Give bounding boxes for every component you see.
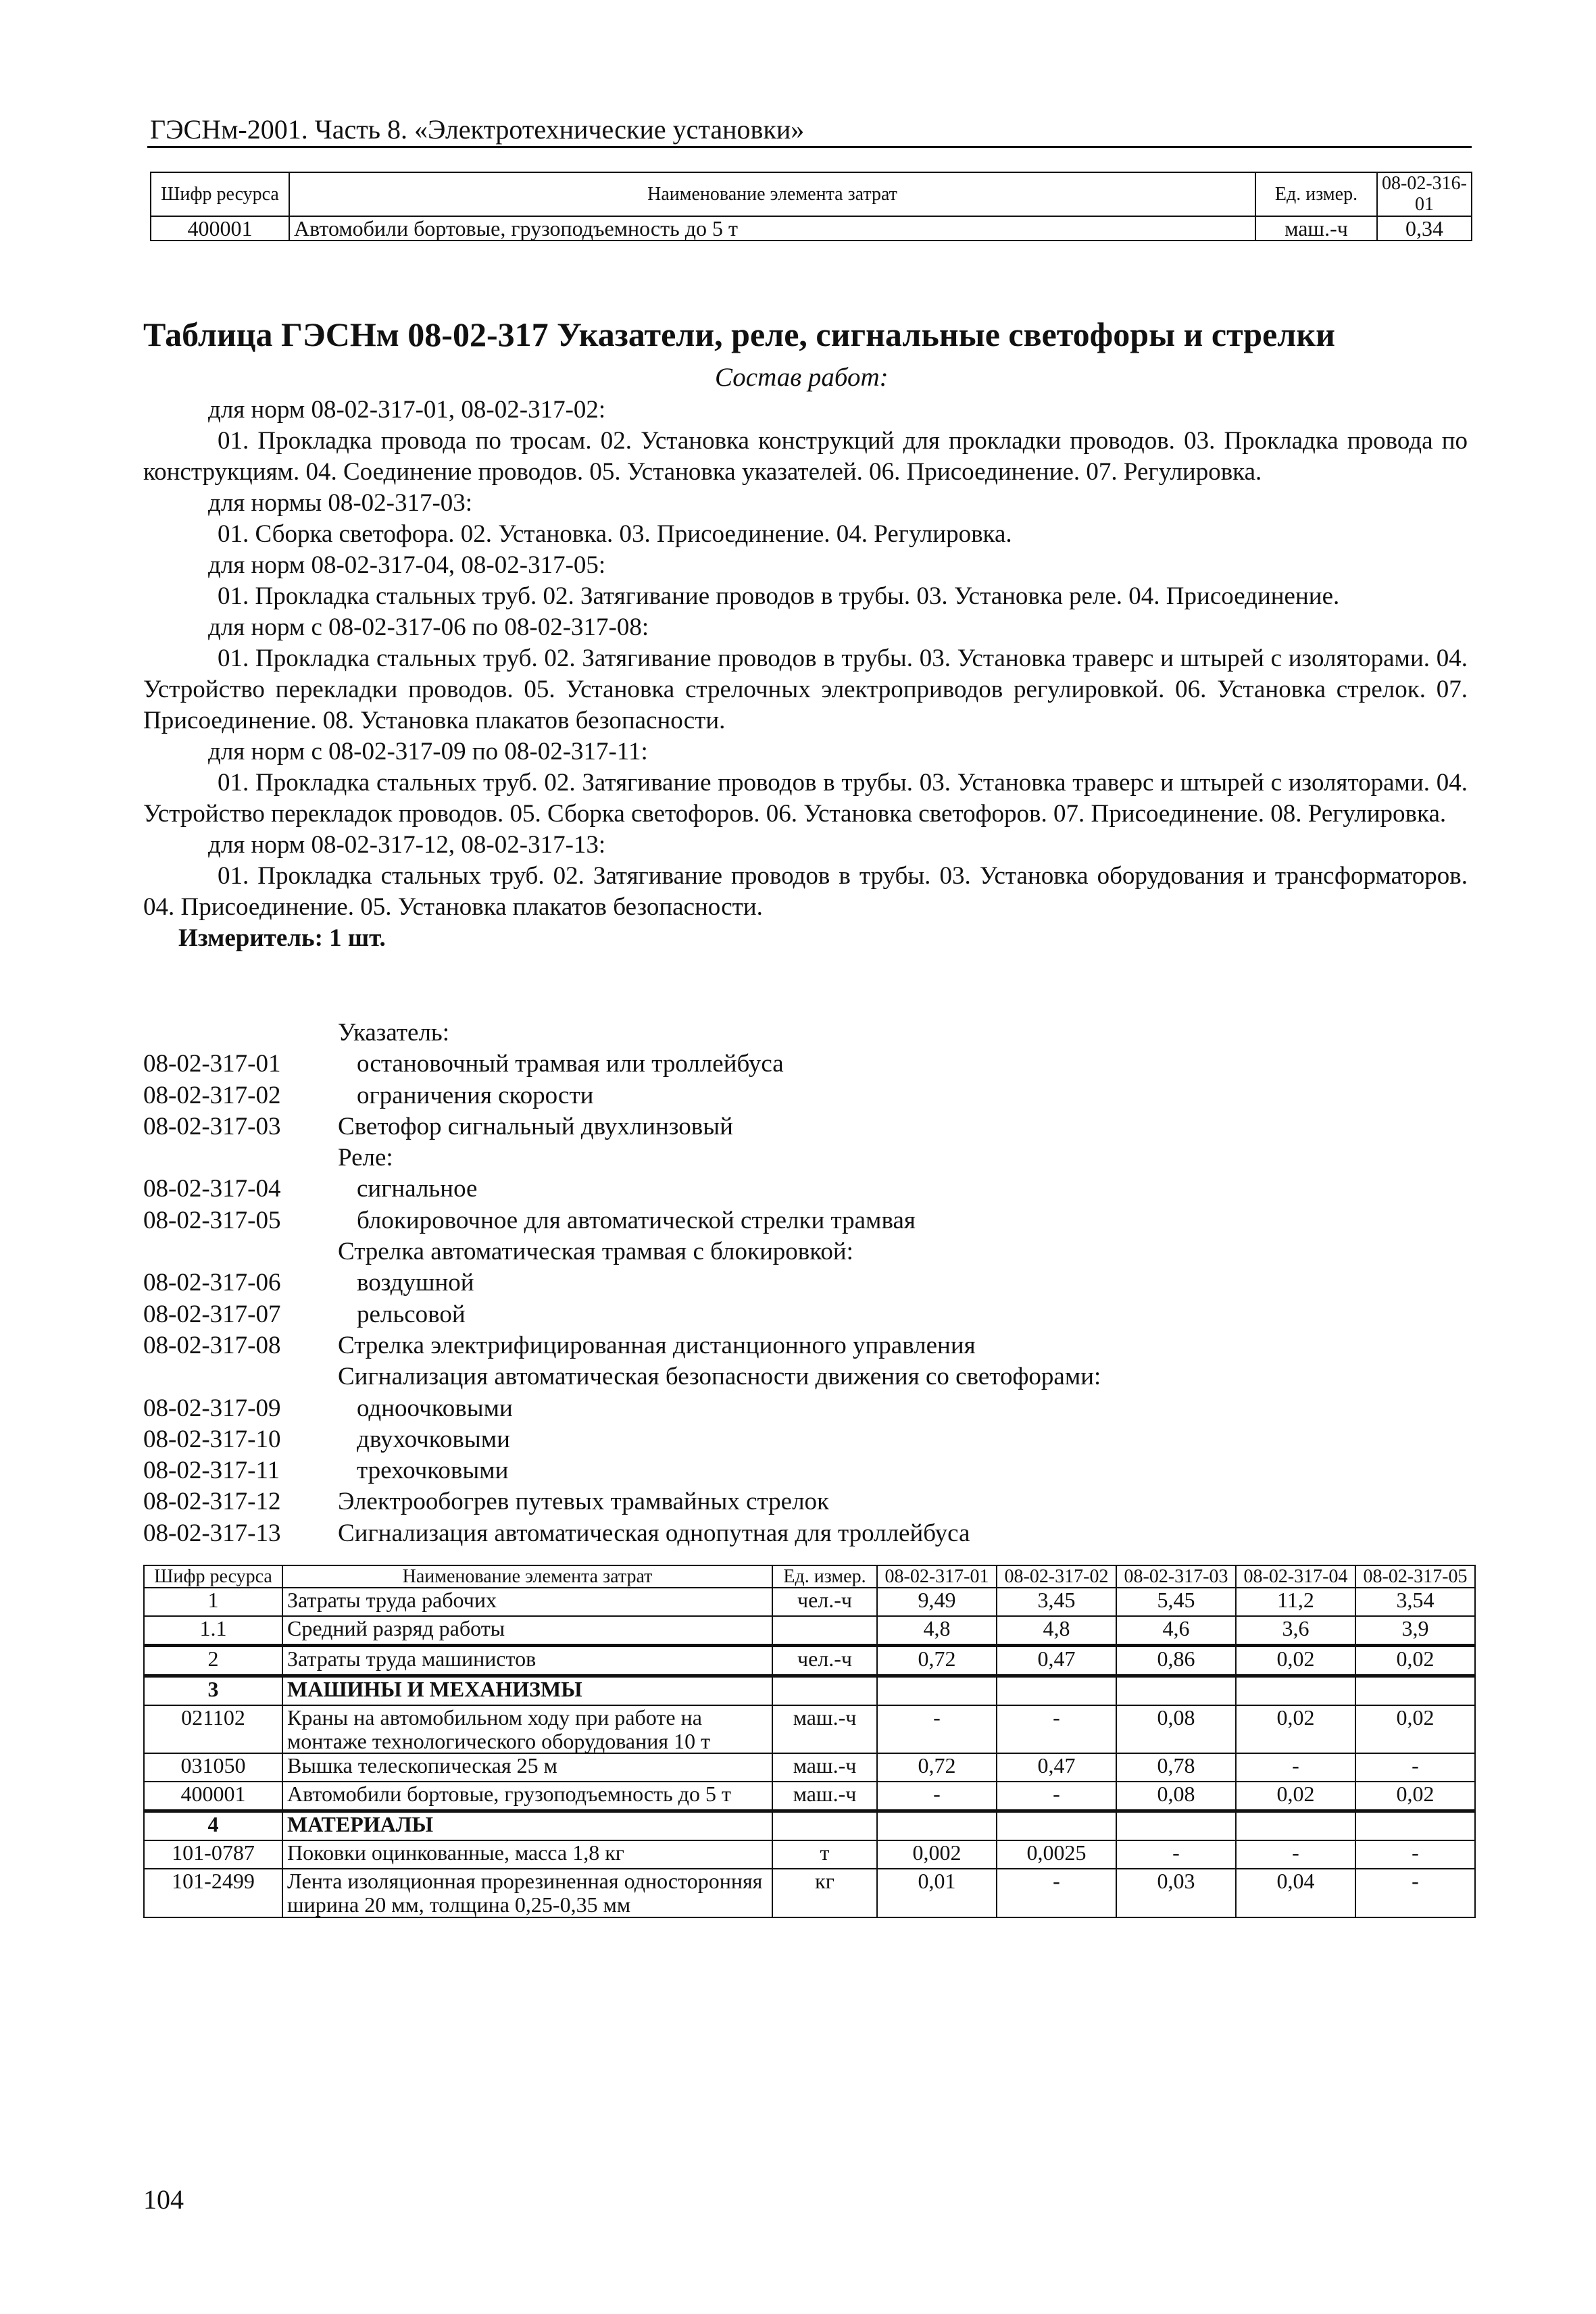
resource-name: Затраты труда машинистов (282, 1646, 772, 1676)
resource-name: Автомобили бортовые, грузоподъемность до 5 т (282, 1782, 772, 1811)
norm-description: двухочковыми (357, 1425, 510, 1453)
resource-code: 1.1 (144, 1616, 282, 1646)
norm-value: 4,8 (997, 1616, 1116, 1646)
col-header-code: Шифр ресурса (151, 172, 289, 216)
norm-value: 0,72 (877, 1646, 997, 1676)
norm-code: 08-02-317-12 (143, 1488, 281, 1516)
norm-group-label: для норм 08-02-317-12, 08-02-317-13: (208, 831, 606, 859)
norm-value: 5,45 (1116, 1588, 1236, 1616)
norm-code (143, 1142, 338, 1174)
norm-value: - (1236, 1840, 1355, 1869)
norm-table-body (144, 1588, 1475, 1917)
norm-group-text: 01. Прокладка провода по тросам. 02. Установка конструкций для прокладки проводов. 03. Прокладка провода по конструкциям. 04. Соединение проводов. 05. Установка указателей. 06. Присоединение. 07. Регулировка. (143, 427, 1468, 486)
col-header-unit: Ед. измер. (772, 1565, 877, 1588)
col-header-norm-04: 08-02-317-04 (1236, 1565, 1355, 1588)
norm-value: 0,08 (1116, 1782, 1236, 1811)
norm-description: Указатель: (338, 1019, 450, 1047)
resource-name: МАТЕРИАЛЫ (282, 1811, 772, 1841)
resource-name: Средний разряд работы (282, 1616, 772, 1646)
norm-value: 0,78 (1116, 1753, 1236, 1782)
norm-value: 3,9 (1355, 1616, 1475, 1646)
norm-value: - (997, 1869, 1116, 1917)
continuation-table-header (151, 172, 1472, 216)
col-header-norm-02: 08-02-317-02 (997, 1565, 1116, 1588)
norm-value: - (877, 1782, 997, 1811)
list-item (143, 1142, 1101, 1174)
norm-value (1236, 1676, 1355, 1706)
norm-code: 08-02-317-09 (143, 1394, 281, 1422)
norm-description: воздушной (357, 1269, 474, 1297)
table-row (144, 1840, 1475, 1869)
norm-value: - (997, 1705, 1116, 1753)
resource-unit: маш.-ч (772, 1782, 877, 1811)
norm-value (997, 1676, 1116, 1706)
norm-value (877, 1676, 997, 1706)
norm-table (143, 1565, 1476, 1918)
table-row (144, 1705, 1475, 1753)
norm-value: 0,86 (1116, 1646, 1236, 1676)
resource-code: 101-0787 (144, 1840, 282, 1869)
col-header-code: Шифр ресурса (144, 1565, 282, 1588)
norm-description: Стрелка электрифицированная дистанционного управления (338, 1331, 976, 1359)
norm-value: 0,02 (1355, 1705, 1475, 1753)
norm-description: Сигнализация автоматическая однопутная для троллейбуса (338, 1519, 970, 1547)
norm-value: 9,49 (877, 1588, 997, 1616)
resource-code: 4 (144, 1811, 282, 1841)
list-item (143, 1174, 1101, 1205)
section-heading-row (144, 1811, 1475, 1841)
norm-value (1116, 1676, 1236, 1706)
norm-description: Сигнализация автоматическая безопасности движения со светофорами: (338, 1363, 1101, 1391)
list-item (143, 1267, 1101, 1299)
resource-name: Вышка телескопическая 25 м (282, 1753, 772, 1782)
col-header-name: Наименование элемента затрат (289, 172, 1255, 216)
list-item (143, 1393, 1101, 1424)
col-header-name: Наименование элемента затрат (282, 1565, 772, 1588)
norm-value: - (1355, 1869, 1475, 1917)
resource-code: 400001 (151, 216, 289, 241)
resource-name: Лента изоляционная прорезиненная односторонняя ширина 20 мм, толщина 0,25-0,35 мм (282, 1869, 772, 1917)
norm-value: - (877, 1705, 997, 1753)
norm-value: 0,72 (877, 1753, 997, 1782)
table-row (144, 1616, 1475, 1646)
work-composition-label: Состав работ: (715, 363, 889, 392)
norm-group-label: для норм 08-02-317-04, 08-02-317-05: (208, 551, 606, 579)
norm-code: 08-02-317-01 (143, 1050, 281, 1078)
norm-value: 11,2 (1236, 1588, 1355, 1616)
table-row (144, 1588, 1475, 1616)
col-header-norm-05: 08-02-317-05 (1355, 1565, 1475, 1588)
norm-value: 0,002 (877, 1840, 997, 1869)
norm-code-list (143, 1017, 1101, 1549)
norm-description: Реле: (338, 1144, 393, 1172)
norm-code: 08-02-317-10 (143, 1425, 281, 1453)
resource-unit: маш.-ч (772, 1753, 877, 1782)
resource-name: Поковки оцинкованные, масса 1,8 кг (282, 1840, 772, 1869)
norm-value (877, 1811, 997, 1841)
list-item (143, 1205, 1101, 1236)
col-header-norm-01: 08-02-317-01 (877, 1565, 997, 1588)
norm-value (1355, 1811, 1475, 1841)
norm-value: 0,47 (997, 1753, 1116, 1782)
norm-value: 0,02 (1236, 1782, 1355, 1811)
resource-name: Краны на автомобильном ходу при работе на монтаже технологического оборудования 10 т (282, 1705, 772, 1753)
col-header-unit: Ед. измер. (1255, 172, 1377, 216)
table-row (144, 1869, 1475, 1917)
norm-value (1355, 1676, 1475, 1706)
norm-code (143, 1361, 338, 1392)
resource-code: 400001 (144, 1782, 282, 1811)
resource-name: Затраты труда рабочих (282, 1588, 772, 1616)
norm-value: - (1116, 1840, 1236, 1869)
table-row (144, 1646, 1475, 1676)
resource-code: 101-2499 (144, 1869, 282, 1917)
norm-group-text: 01. Прокладка стальных труб. 02. Затягивание проводов в трубы. 03. Установка оборудования и трансформаторов. 04. Присоединение. 05. Установка плакатов безопасности. (143, 862, 1468, 921)
resource-code: 2 (144, 1646, 282, 1676)
resource-unit (772, 1811, 877, 1841)
list-item (143, 1455, 1101, 1486)
norm-description: Светофор сигнальный двухлинзовый (338, 1112, 733, 1140)
list-item (143, 1049, 1101, 1080)
norm-value: - (997, 1782, 1116, 1811)
list-item (143, 1330, 1101, 1361)
norm-value: 0,02 (1355, 1782, 1475, 1811)
norm-value: 0,02 (1236, 1646, 1355, 1676)
norm-code: 08-02-317-13 (143, 1519, 281, 1547)
resource-code: 1 (144, 1588, 282, 1616)
section-title: Таблица ГЭСНм 08-02-317 Указатели, реле, сигнальные светофоры и стрелки (143, 316, 1335, 353)
norm-value: - (1355, 1840, 1475, 1869)
norm-value: 3,54 (1355, 1588, 1475, 1616)
col-header-norm-03: 08-02-317-03 (1116, 1565, 1236, 1588)
norm-value: 0,0025 (997, 1840, 1116, 1869)
norm-value (997, 1811, 1116, 1841)
section-heading-row (144, 1676, 1475, 1706)
norm-value: 4,6 (1116, 1616, 1236, 1646)
resource-unit: кг (772, 1869, 877, 1917)
norm-group-label: для норм с 08-02-317-06 по 08-02-317-08: (208, 613, 649, 641)
list-item (143, 1080, 1101, 1111)
col-header-norm: 08-02-316-01 (1377, 172, 1472, 216)
norm-value: 0,03 (1116, 1869, 1236, 1917)
list-item (143, 1236, 1101, 1267)
list-item (143, 1486, 1101, 1517)
page-number: 104 (143, 2184, 184, 2215)
norm-description: блокировочное для автоматической стрелки трамвая (357, 1206, 916, 1234)
norm-code (143, 1017, 338, 1049)
header-rule (147, 146, 1472, 148)
norm-value: 0,01 (877, 1869, 997, 1917)
running-header: ГЭСНм-2001. Часть 8. «Электротехнические установки» (150, 114, 805, 145)
norm-description: сигнальное (357, 1175, 478, 1203)
list-item (143, 1518, 1101, 1549)
norm-code: 08-02-317-03 (143, 1112, 281, 1140)
norm-value (1116, 1811, 1236, 1841)
norm-description: остановочный трамвая или троллейбуса (357, 1050, 784, 1078)
norm-code: 08-02-317-11 (143, 1457, 280, 1485)
table-row (144, 1753, 1475, 1782)
norm-value: - (1236, 1753, 1355, 1782)
list-item (143, 1111, 1101, 1142)
work-composition (143, 395, 1468, 954)
norm-group-text: 01. Прокладка стальных труб. 02. Затягивание проводов в трубы. 03. Установка реле. 04. Присоединение. (218, 582, 1340, 610)
measure-unit: Измеритель: 1 шт. (178, 924, 386, 952)
norm-code: 08-02-317-08 (143, 1331, 281, 1359)
list-item (143, 1424, 1101, 1455)
norm-group-label: для норм 08-02-317-01, 08-02-317-02: (208, 396, 606, 424)
norm-code: 08-02-317-06 (143, 1269, 281, 1297)
norm-description: ограничения скорости (357, 1081, 594, 1109)
norm-value: 0,08 (1116, 1705, 1236, 1753)
resource-unit: т (772, 1840, 877, 1869)
norm-group-label: для норм с 08-02-317-09 по 08-02-317-11: (208, 738, 648, 765)
norm-description: рельсовой (357, 1300, 466, 1328)
list-item (143, 1017, 1101, 1049)
resource-unit: маш.-ч (1255, 216, 1377, 241)
list-item (143, 1299, 1101, 1330)
norm-code: 08-02-317-02 (143, 1081, 281, 1109)
list-item (143, 1361, 1101, 1392)
norm-value: 3,45 (997, 1588, 1116, 1616)
resource-code: 021102 (144, 1705, 282, 1753)
norm-code: 08-02-317-05 (143, 1206, 281, 1234)
resource-name: Автомобили бортовые, грузоподъемность до 5 т (289, 216, 1255, 241)
table-row (144, 1782, 1475, 1811)
norm-value: 0,02 (1355, 1646, 1475, 1676)
norm-group-text: 01. Прокладка стальных труб. 02. Затягивание проводов в трубы. 03. Установка траверс и штырей с изоляторами. 04. Устройство перекладок проводов. 05. Сборка светофоров. 06. Установка светофоров. 07. Присоединение. 08. Регулировка. (143, 769, 1468, 828)
resource-unit (772, 1676, 877, 1706)
resource-name: МАШИНЫ И МЕХАНИЗМЫ (282, 1676, 772, 1706)
norm-code (143, 1236, 338, 1267)
norm-value: 0,47 (997, 1646, 1116, 1676)
resource-unit: чел.-ч (772, 1646, 877, 1676)
table-row (151, 216, 1472, 241)
norm-group-label: для нормы 08-02-317-03: (208, 489, 473, 517)
norm-code: 08-02-317-04 (143, 1175, 281, 1203)
norm-value: 4,8 (877, 1616, 997, 1646)
resource-value: 0,34 (1377, 216, 1472, 241)
continuation-table (150, 172, 1472, 241)
resource-code: 031050 (144, 1753, 282, 1782)
norm-value (1236, 1811, 1355, 1841)
norm-value: - (1355, 1753, 1475, 1782)
resource-unit (772, 1616, 877, 1646)
norm-code: 08-02-317-07 (143, 1300, 281, 1328)
norm-value: 0,04 (1236, 1869, 1355, 1917)
norm-value: 3,6 (1236, 1616, 1355, 1646)
norm-description: Электрообогрев путевых трамвайных стрелок (338, 1488, 830, 1516)
norm-table-header (144, 1565, 1475, 1588)
resource-code: 3 (144, 1676, 282, 1706)
norm-value: 0,02 (1236, 1705, 1355, 1753)
norm-description: одноочковыми (357, 1394, 513, 1422)
norm-description: трехочковыми (357, 1457, 509, 1485)
resource-unit: чел.-ч (772, 1588, 877, 1616)
norm-description: Стрелка автоматическая трамвая с блокировкой: (338, 1238, 853, 1266)
resource-unit: маш.-ч (772, 1705, 877, 1753)
norm-group-text: 01. Прокладка стальных труб. 02. Затягивание проводов в трубы. 03. Установка траверс и штырей с изоляторами. 04. Устройство перекладки проводов. 05. Установка стрелочных электроприводов регулировкой. 06. Установка стрелок. 07. Присоединение. 08. Установка плакатов безопасности. (143, 645, 1468, 734)
norm-group-text: 01. Сборка светофора. 02. Установка. 03. Присоединение. 04. Регулировка. (218, 520, 1012, 548)
